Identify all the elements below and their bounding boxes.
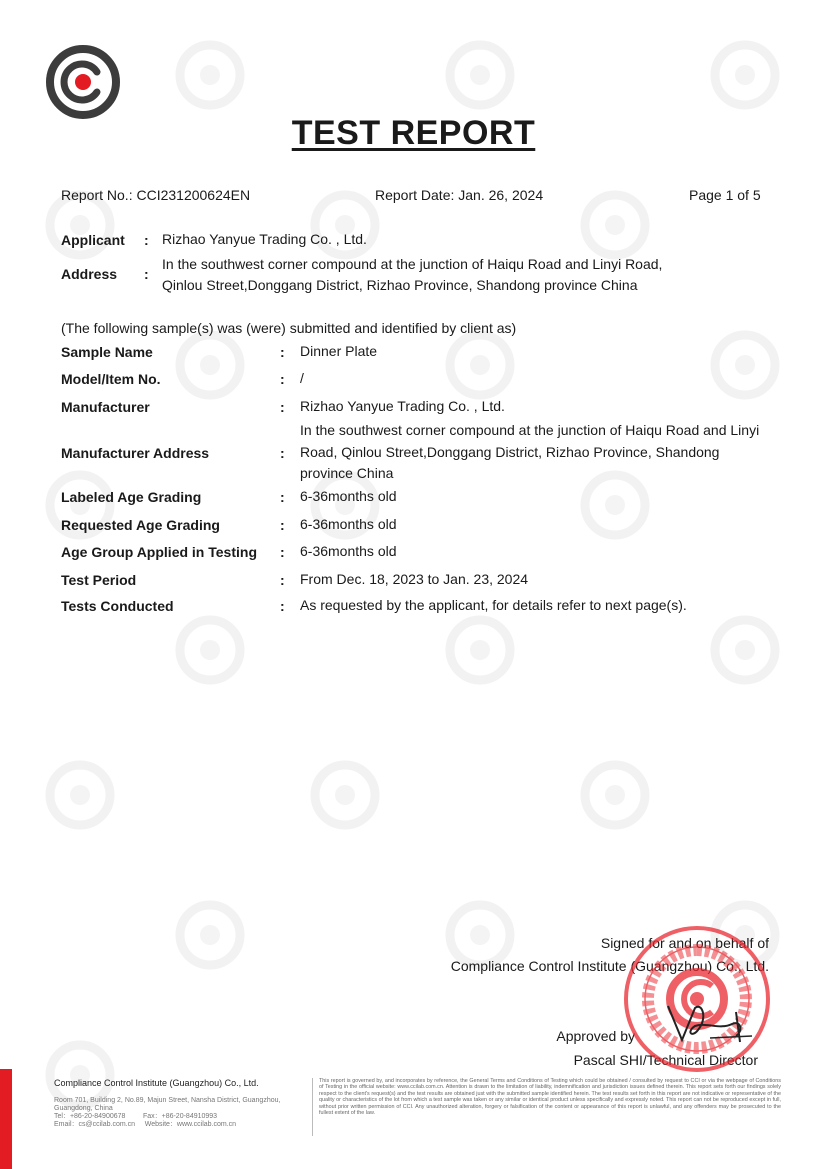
address-colon: : <box>144 266 149 282</box>
field-colon: : <box>280 517 285 533</box>
field-colon: : <box>280 572 285 588</box>
watermark-logo-icon <box>310 760 380 830</box>
field-colon: : <box>280 544 285 560</box>
field-label: Test Period <box>61 572 137 588</box>
field-label: Age Group Applied in Testing <box>61 544 257 560</box>
report-title: TEST REPORT <box>291 114 536 152</box>
footer-divider <box>312 1078 313 1136</box>
field-colon: : <box>280 489 285 505</box>
field-value-line: In the southwest corner compound at the junction of Haiqu Road and Linyi <box>300 422 760 438</box>
approved-by-label: Approved by <box>556 1028 635 1044</box>
field-label: Manufacturer <box>61 399 150 415</box>
footer-tel: Tel：+86-20-84900678 <box>54 1113 126 1120</box>
field-label: Tests Conducted <box>61 598 174 614</box>
watermark-logo-icon <box>580 760 650 830</box>
watermark-logo-icon <box>175 900 245 970</box>
watermark-logo-icon <box>175 40 245 110</box>
watermark-logo-icon <box>445 40 515 110</box>
address-line-1: In the southwest corner compound at the junction of Haiqu Road and Linyi Road, <box>162 256 663 272</box>
address-label: Address <box>61 266 118 282</box>
handwritten-signature-icon <box>640 1000 760 1050</box>
watermark-logo-icon <box>175 615 245 685</box>
watermark-logo-icon <box>710 615 780 685</box>
footer-address-line: Guangdong, China <box>54 1105 113 1112</box>
field-colon: : <box>280 399 285 415</box>
signer-name: Pascal SHI/Technical Director <box>573 1052 758 1068</box>
signed-for-text: Signed for and on behalf of <box>600 935 769 951</box>
intro-text: (The following sample(s) was (were) submitted and identified by client as) <box>61 320 517 336</box>
address-line-2: Qinlou Street,Donggang District, Rizhao Province, Shandong province China <box>162 277 638 293</box>
field-colon: : <box>280 371 285 387</box>
footer-red-bar <box>0 1069 12 1169</box>
field-value: 6-36months old <box>300 516 397 532</box>
footer-legal-text: This report is governed by, and incorporates by reference, the General Terms and Conditions of Testing which could be obtained / consulted by request to CCI or via the webpage of Conditions of Testing in the official website: www.ccilab.com.cn. Attention is drawn to the limitation of liability, indemnification and jurisdiction issues defined therein. This report sets forth our findings solely respect to the client's request(s) and the test results are obtained just with the submitted sample identified herein. The test results set forth in this report are not indicative or representative of the quality or characteristics of the lot from which a test sample was taken or any similar or identical product unless specifically and expressly noted. This report can not be reproduced except in full, without prior written permission of CCI. Any unauthorized alteration, forgery or falsification of the content or appearance of this report is unlawful, and any offenders may be prosecuted to the fullest extent of the law. <box>319 1078 781 1117</box>
field-value: 6-36months old <box>300 488 397 504</box>
applicant-label: Applicant <box>61 232 125 248</box>
field-value: Rizhao Yanyue Trading Co. , Ltd. <box>300 398 505 414</box>
field-value: From Dec. 18, 2023 to Jan. 23, 2024 <box>300 571 529 587</box>
field-value: / <box>300 370 304 386</box>
cci-logo-icon <box>46 45 120 119</box>
watermark-logo-icon <box>580 190 650 260</box>
footer-fax: Fax：+86-20-84910993 <box>142 1113 218 1120</box>
page-number: Page 1 of 5 <box>689 187 761 203</box>
field-label: Labeled Age Grading <box>61 489 202 505</box>
field-label: Manufacturer Address <box>61 445 210 461</box>
field-value: Dinner Plate <box>300 343 378 359</box>
footer-email: Email：cs@ccilab.com.cn <box>54 1121 136 1128</box>
footer-website: Website：www.ccilab.com.cn <box>144 1121 237 1128</box>
footer-address-line: Room 701, Building 2, No.89, Majun Street, Nansha District, Guangzhou, <box>54 1097 281 1104</box>
applicant-value: Rizhao Yanyue Trading Co. , Ltd. <box>162 231 367 247</box>
company-stamp-icon <box>622 924 772 1074</box>
applicant-colon: : <box>144 232 149 248</box>
institute-name: Compliance Control Institute (Guangzhou) Co., Ltd. <box>450 958 769 974</box>
field-value: 6-36months old <box>300 543 397 559</box>
field-value-line: Road, Qinlou Street,Donggang District, Rizhao Province, Shandong <box>300 444 720 460</box>
watermark-logo-icon <box>445 615 515 685</box>
field-label: Model/Item No. <box>61 371 161 387</box>
watermark-logo-icon <box>175 330 245 400</box>
watermark-logo-icon <box>710 40 780 110</box>
footer-company: Compliance Control Institute (Guangzhou) Co., Ltd. <box>54 1078 259 1088</box>
field-colon: : <box>280 445 285 461</box>
footer-address <box>54 1097 314 1129</box>
watermark-logo-icon <box>45 760 115 830</box>
field-label: Requested Age Grading <box>61 517 220 533</box>
field-label: Sample Name <box>61 344 153 360</box>
report-number: Report No.: CCI231200624EN <box>61 187 251 203</box>
field-value: As requested by the applicant, for details refer to next page(s). <box>300 597 687 613</box>
field-value-line: province China <box>300 465 394 481</box>
report-date: Report Date: Jan. 26, 2024 <box>375 187 544 203</box>
field-colon: : <box>280 598 285 614</box>
field-colon: : <box>280 344 285 360</box>
